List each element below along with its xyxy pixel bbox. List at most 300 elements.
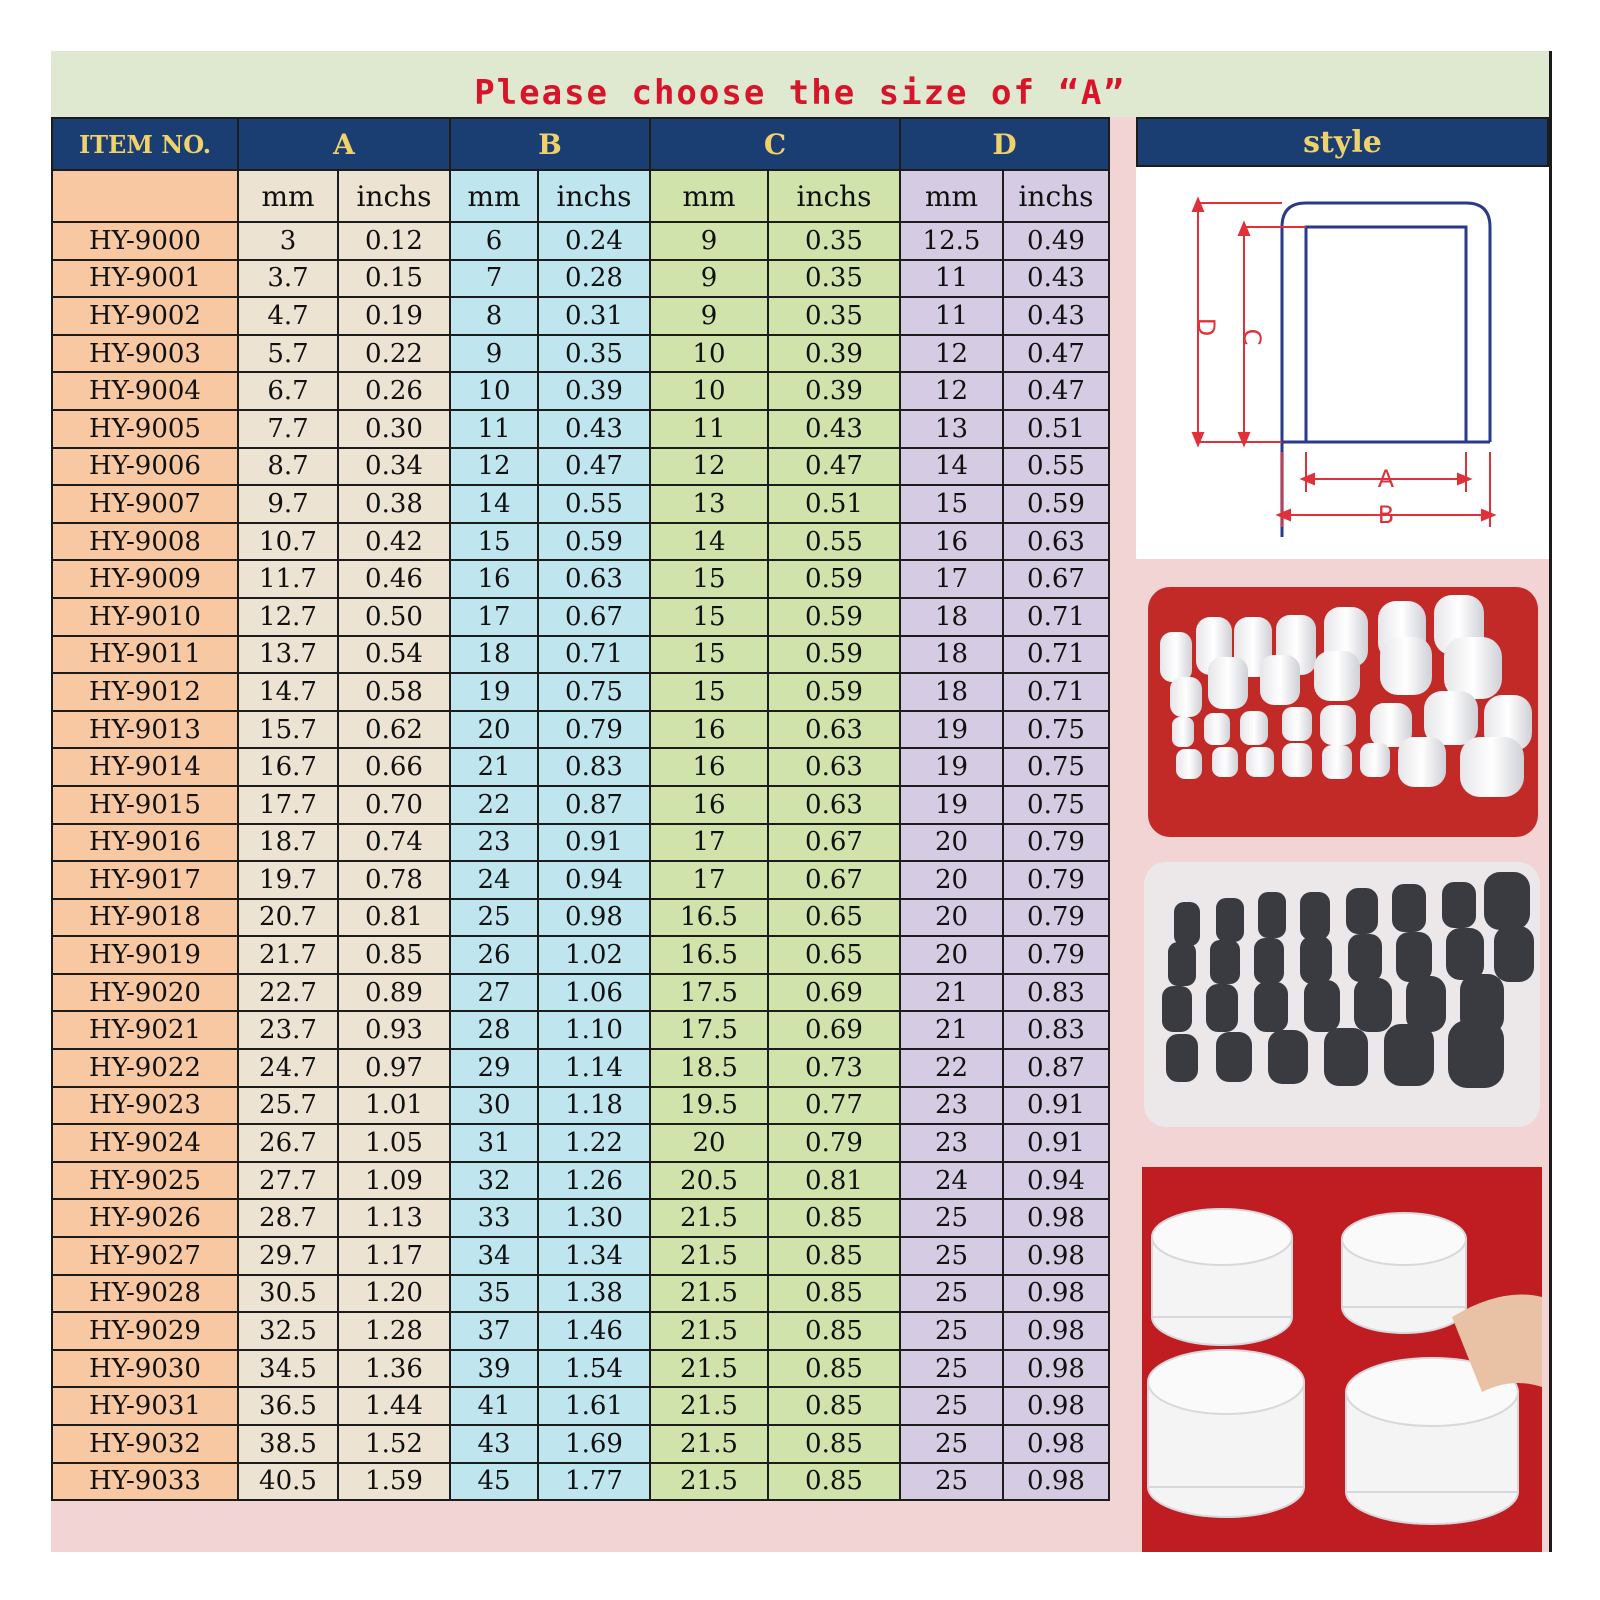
b-mm-cell: 33 [450,1199,538,1237]
table-row [52,824,1109,862]
a-mm-cell: 5.7 [238,335,338,373]
d-header: D [900,118,1109,170]
d-mm-cell: 15 [900,485,1003,523]
table-row [52,1087,1109,1125]
title-bar [51,51,1549,117]
d-mm-cell: 25 [900,1237,1003,1275]
a-mm-cell: 3.7 [238,260,338,298]
c-inchs-cell: 0.85 [768,1237,900,1275]
c-inchs-cell: 0.35 [768,297,900,335]
c-mm-cell: 20.5 [650,1162,768,1200]
style-header: style [1303,124,1382,160]
d-inchs-cell: 0.91 [1003,1124,1109,1162]
a-inchs-cell: 0.66 [338,748,450,786]
c-mm-header: mm [650,170,768,222]
c-mm-cell: 17 [650,861,768,899]
dimension-drawing [1136,167,1549,559]
size-rows [52,222,1109,1500]
d-inchs-cell: 0.75 [1003,748,1109,786]
c-mm-cell: 9 [650,260,768,298]
b-mm-cell: 41 [450,1387,538,1425]
style-header-cell [1136,117,1549,167]
b-mm-cell: 6 [450,222,538,260]
d-mm-cell: 20 [900,899,1003,937]
dimension-c-label: C [1238,328,1266,346]
table-row [52,974,1109,1012]
a-mm-cell: 23.7 [238,1011,338,1049]
a-inchs-cell: 0.46 [338,560,450,598]
table-row [52,1275,1109,1313]
a-inchs-cell: 0.42 [338,523,450,561]
table-row [52,636,1109,674]
a-mm-cell: 15.7 [238,711,338,749]
a-inchs-cell: 1.52 [338,1425,450,1463]
d-inchs-cell: 0.98 [1003,1463,1109,1501]
c-mm-cell: 21.5 [650,1237,768,1275]
d-mm-cell: 25 [900,1387,1003,1425]
c-mm-cell: 21.5 [650,1199,768,1237]
b-mm-cell: 10 [450,372,538,410]
d-mm-cell: 22 [900,1049,1003,1087]
c-inchs-cell: 0.77 [768,1087,900,1125]
b-mm-cell: 18 [450,636,538,674]
a-inchs-cell: 0.50 [338,598,450,636]
c-mm-cell: 9 [650,297,768,335]
c-mm-cell: 13 [650,485,768,523]
c-mm-cell: 11 [650,410,768,448]
d-inchs-cell: 0.79 [1003,936,1109,974]
b-inchs-cell: 1.02 [538,936,650,974]
d-inchs-cell: 0.47 [1003,335,1109,373]
b-inchs-cell: 1.10 [538,1011,650,1049]
cap-inner-outline [1306,227,1466,442]
item-no-cell: HY-9003 [52,335,238,373]
a-mm-cell: 10.7 [238,523,338,561]
c-mm-cell: 18.5 [650,1049,768,1087]
item-no-cell: HY-9028 [52,1275,238,1313]
table-row [52,222,1109,260]
b-mm-cell: 16 [450,560,538,598]
a-mm-cell: 38.5 [238,1425,338,1463]
item-unit-cell [52,170,238,222]
d-mm-cell: 25 [900,1425,1003,1463]
item-no-cell: HY-9004 [52,372,238,410]
a-mm-cell: 29.7 [238,1237,338,1275]
c-mm-cell: 17 [650,824,768,862]
b-inchs-cell: 1.26 [538,1162,650,1200]
table-row [52,1199,1109,1237]
a-mm-header: mm [238,170,338,222]
d-inchs-cell: 0.63 [1003,523,1109,561]
a-inchs-cell: 1.17 [338,1237,450,1275]
a-inchs-cell: 0.15 [338,260,450,298]
dimension-lines [1193,199,1494,527]
d-inchs-cell: 0.83 [1003,974,1109,1012]
a-mm-cell: 16.7 [238,748,338,786]
b-mm-header: mm [450,170,538,222]
d-inchs-cell: 0.91 [1003,1087,1109,1125]
c-inchs-cell: 0.39 [768,335,900,373]
c-mm-cell: 20 [650,1124,768,1162]
d-inchs-cell: 0.98 [1003,1425,1109,1463]
c-inchs-cell: 0.63 [768,748,900,786]
c-inchs-cell: 0.85 [768,1312,900,1350]
item-no-cell: HY-9020 [52,974,238,1012]
b-inchs-cell: 0.47 [538,448,650,486]
c-inchs-cell: 0.65 [768,936,900,974]
b-mm-cell: 12 [450,448,538,486]
a-inchs-cell: 0.58 [338,673,450,711]
table-row [52,673,1109,711]
a-mm-cell: 34.5 [238,1350,338,1388]
b-inchs-cell: 0.35 [538,335,650,373]
table-row [52,372,1109,410]
c-inchs-cell: 0.81 [768,1162,900,1200]
a-mm-cell: 3 [238,222,338,260]
c-inchs-cell: 0.35 [768,222,900,260]
d-inchs-cell: 0.71 [1003,598,1109,636]
c-inchs-cell: 0.59 [768,673,900,711]
c-mm-cell: 16 [650,748,768,786]
a-mm-cell: 40.5 [238,1463,338,1501]
table-row [52,1049,1109,1087]
b-inchs-cell: 0.31 [538,297,650,335]
c-mm-cell: 16.5 [650,936,768,974]
a-mm-cell: 24.7 [238,1049,338,1087]
b-mm-cell: 37 [450,1312,538,1350]
a-inchs-cell: 1.09 [338,1162,450,1200]
a-inchs-cell: 0.78 [338,861,450,899]
d-inchs-cell: 0.43 [1003,260,1109,298]
b-mm-cell: 8 [450,297,538,335]
item-no-cell: HY-9027 [52,1237,238,1275]
table-row [52,861,1109,899]
c-inchs-cell: 0.69 [768,1011,900,1049]
a-mm-cell: 4.7 [238,297,338,335]
d-mm-cell: 18 [900,636,1003,674]
d-mm-cell: 19 [900,711,1003,749]
d-mm-cell: 25 [900,1275,1003,1313]
table-row [52,1387,1109,1425]
b-inchs-cell: 0.87 [538,786,650,824]
a-inchs-cell: 1.28 [338,1312,450,1350]
b-inchs-cell: 1.34 [538,1237,650,1275]
d-inchs-cell: 0.59 [1003,485,1109,523]
d-inchs-cell: 0.71 [1003,636,1109,674]
c-mm-cell: 16 [650,711,768,749]
b-inchs-cell: 1.69 [538,1425,650,1463]
b-mm-cell: 28 [450,1011,538,1049]
d-mm-cell: 19 [900,786,1003,824]
d-inchs-cell: 0.51 [1003,410,1109,448]
a-inchs-cell: 1.01 [338,1087,450,1125]
b-header: B [450,118,650,170]
d-inchs-cell: 0.79 [1003,861,1109,899]
a-mm-cell: 25.7 [238,1087,338,1125]
black-caps-image [1144,862,1540,1127]
d-mm-cell: 25 [900,1312,1003,1350]
style-column [1136,167,1549,1552]
c-inchs-cell: 0.55 [768,523,900,561]
b-mm-cell: 43 [450,1425,538,1463]
a-mm-cell: 18.7 [238,824,338,862]
a-mm-cell: 12.7 [238,598,338,636]
a-inchs-cell: 1.59 [338,1463,450,1501]
a-inchs-cell: 0.81 [338,899,450,937]
c-inchs-cell: 0.85 [768,1387,900,1425]
d-inchs-cell: 0.98 [1003,1312,1109,1350]
item-no-cell: HY-9013 [52,711,238,749]
b-mm-cell: 29 [450,1049,538,1087]
d-inchs-cell: 0.98 [1003,1387,1109,1425]
c-inchs-cell: 0.47 [768,448,900,486]
large-caps-photo [1142,1167,1542,1552]
a-mm-cell: 36.5 [238,1387,338,1425]
a-mm-cell: 9.7 [238,485,338,523]
d-mm-cell: 25 [900,1350,1003,1388]
table-row [52,1011,1109,1049]
c-mm-cell: 21.5 [650,1425,768,1463]
b-mm-cell: 14 [450,485,538,523]
d-inchs-cell: 0.98 [1003,1350,1109,1388]
d-mm-cell: 20 [900,824,1003,862]
b-mm-cell: 21 [450,748,538,786]
b-inchs-cell: 1.61 [538,1387,650,1425]
c-inchs-cell: 0.85 [768,1425,900,1463]
item-no-cell: HY-9030 [52,1350,238,1388]
b-inchs-cell: 1.14 [538,1049,650,1087]
b-inchs-cell: 1.77 [538,1463,650,1501]
white-caps-photo [1148,587,1538,837]
item-no-cell: HY-9017 [52,861,238,899]
c-inchs-cell: 0.59 [768,560,900,598]
c-inchs-cell: 0.43 [768,410,900,448]
b-mm-cell: 7 [450,260,538,298]
c-mm-cell: 17.5 [650,1011,768,1049]
table-row [52,711,1109,749]
a-mm-cell: 14.7 [238,673,338,711]
b-inchs-cell: 0.79 [538,711,650,749]
c-inchs-cell: 0.63 [768,786,900,824]
table-row [52,598,1109,636]
item-no-cell: HY-9014 [52,748,238,786]
a-inchs-cell: 0.19 [338,297,450,335]
b-mm-cell: 15 [450,523,538,561]
a-inchs-cell: 0.62 [338,711,450,749]
d-mm-cell: 17 [900,560,1003,598]
a-inchs-cell: 0.89 [338,974,450,1012]
c-inchs-cell: 0.67 [768,824,900,862]
item-no-cell: HY-9033 [52,1463,238,1501]
b-inchs-cell: 0.43 [538,410,650,448]
c-mm-cell: 21.5 [650,1312,768,1350]
c-inchs-cell: 0.67 [768,861,900,899]
d-mm-cell: 12.5 [900,222,1003,260]
item-no-cell: HY-9031 [52,1387,238,1425]
b-inchs-cell: 1.46 [538,1312,650,1350]
a-mm-cell: 19.7 [238,861,338,899]
d-mm-cell: 18 [900,673,1003,711]
d-mm-cell: 11 [900,297,1003,335]
c-mm-cell: 16.5 [650,899,768,937]
b-mm-cell: 26 [450,936,538,974]
d-inchs-cell: 0.75 [1003,786,1109,824]
table-row [52,485,1109,523]
table-row [52,410,1109,448]
a-mm-cell: 8.7 [238,448,338,486]
b-inchs-cell: 0.55 [538,485,650,523]
a-mm-cell: 21.7 [238,936,338,974]
d-inchs-cell: 0.79 [1003,824,1109,862]
d-inchs-cell: 0.98 [1003,1199,1109,1237]
c-mm-cell: 14 [650,523,768,561]
c-inchs-cell: 0.69 [768,974,900,1012]
c-mm-cell: 21.5 [650,1275,768,1313]
a-mm-cell: 27.7 [238,1162,338,1200]
a-inchs-cell: 0.54 [338,636,450,674]
item-no-cell: HY-9024 [52,1124,238,1162]
a-inchs-cell: 1.05 [338,1124,450,1162]
a-mm-cell: 7.7 [238,410,338,448]
a-mm-cell: 20.7 [238,899,338,937]
b-mm-cell: 34 [450,1237,538,1275]
c-inchs-cell: 0.59 [768,636,900,674]
a-inchs-cell: 1.44 [338,1387,450,1425]
c-mm-cell: 9 [650,222,768,260]
item-no-cell: HY-9011 [52,636,238,674]
d-mm-cell: 12 [900,335,1003,373]
item-no-cell: HY-9015 [52,786,238,824]
c-mm-cell: 10 [650,335,768,373]
b-inchs-cell: 1.38 [538,1275,650,1313]
c-inchs-cell: 0.35 [768,260,900,298]
c-inchs-cell: 0.85 [768,1275,900,1313]
c-inchs-cell: 0.51 [768,485,900,523]
d-inchs-cell: 0.79 [1003,899,1109,937]
table-row [52,560,1109,598]
d-inchs-cell: 0.49 [1003,222,1109,260]
d-mm-cell: 25 [900,1463,1003,1501]
c-mm-cell: 21.5 [650,1387,768,1425]
a-inchs-cell: 1.20 [338,1275,450,1313]
a-inchs-cell: 0.74 [338,824,450,862]
a-inchs-cell: 0.30 [338,410,450,448]
a-inchs-cell: 0.12 [338,222,450,260]
b-mm-cell: 19 [450,673,538,711]
b-inchs-cell: 1.30 [538,1199,650,1237]
d-mm-header: mm [900,170,1003,222]
a-mm-cell: 17.7 [238,786,338,824]
d-inchs-cell: 0.55 [1003,448,1109,486]
c-inchs-cell: 0.85 [768,1463,900,1501]
b-inchs-cell: 1.54 [538,1350,650,1388]
item-no-cell: HY-9000 [52,222,238,260]
c-mm-cell: 10 [650,372,768,410]
d-inchs-cell: 0.47 [1003,372,1109,410]
table-row [52,899,1109,937]
table-row [52,335,1109,373]
white-caps-image [1148,587,1538,837]
d-inchs-cell: 0.75 [1003,711,1109,749]
b-mm-cell: 11 [450,410,538,448]
c-inchs-cell: 0.79 [768,1124,900,1162]
c-mm-cell: 21.5 [650,1463,768,1501]
c-inchs-cell: 0.85 [768,1199,900,1237]
a-mm-cell: 26.7 [238,1124,338,1162]
item-no-cell: HY-9010 [52,598,238,636]
a-mm-cell: 6.7 [238,372,338,410]
a-inchs-cell: 0.93 [338,1011,450,1049]
cap-dimension-diagram [1136,167,1549,559]
large-caps-image [1142,1167,1542,1552]
a-inchs-header: inchs [338,170,450,222]
b-mm-cell: 17 [450,598,538,636]
d-mm-cell: 12 [900,372,1003,410]
table-row [52,748,1109,786]
b-inchs-cell: 0.63 [538,560,650,598]
c-mm-cell: 12 [650,448,768,486]
b-inchs-cell: 0.91 [538,824,650,862]
a-inchs-cell: 0.26 [338,372,450,410]
a-mm-cell: 11.7 [238,560,338,598]
b-inchs-cell: 0.83 [538,748,650,786]
c-inchs-header: inchs [768,170,900,222]
item-no-header: ITEM NO. [52,118,238,170]
a-inchs-cell: 1.13 [338,1199,450,1237]
c-inchs-cell: 0.59 [768,598,900,636]
item-no-cell: HY-9026 [52,1199,238,1237]
d-inchs-cell: 0.98 [1003,1237,1109,1275]
item-no-cell: HY-9022 [52,1049,238,1087]
item-no-cell: HY-9032 [52,1425,238,1463]
item-no-cell: HY-9019 [52,936,238,974]
item-no-cell: HY-9023 [52,1087,238,1125]
table-row [52,786,1109,824]
d-mm-cell: 21 [900,1011,1003,1049]
d-mm-cell: 25 [900,1199,1003,1237]
size-chart-sheet [51,51,1552,1552]
a-inchs-cell: 0.70 [338,786,450,824]
item-no-cell: HY-9025 [52,1162,238,1200]
b-inchs-cell: 1.22 [538,1124,650,1162]
d-mm-cell: 19 [900,748,1003,786]
b-mm-cell: 9 [450,335,538,373]
b-inchs-cell: 0.71 [538,636,650,674]
item-no-cell: HY-9012 [52,673,238,711]
d-mm-cell: 11 [900,260,1003,298]
dimension-b-label: B [1377,501,1395,529]
d-mm-cell: 13 [900,410,1003,448]
item-no-cell: HY-9001 [52,260,238,298]
c-inchs-cell: 0.65 [768,899,900,937]
a-mm-cell: 22.7 [238,974,338,1012]
b-inchs-cell: 0.94 [538,861,650,899]
b-inchs-cell: 0.24 [538,222,650,260]
d-mm-cell: 20 [900,936,1003,974]
a-header: A [238,118,450,170]
b-mm-cell: 24 [450,861,538,899]
b-mm-cell: 39 [450,1350,538,1388]
d-mm-cell: 23 [900,1087,1003,1125]
b-mm-cell: 20 [450,711,538,749]
b-inchs-cell: 0.75 [538,673,650,711]
c-mm-cell: 15 [650,560,768,598]
a-mm-cell: 30.5 [238,1275,338,1313]
table-row [52,1463,1109,1501]
c-inchs-cell: 0.63 [768,711,900,749]
d-mm-cell: 14 [900,448,1003,486]
black-caps-photo [1144,862,1540,1127]
